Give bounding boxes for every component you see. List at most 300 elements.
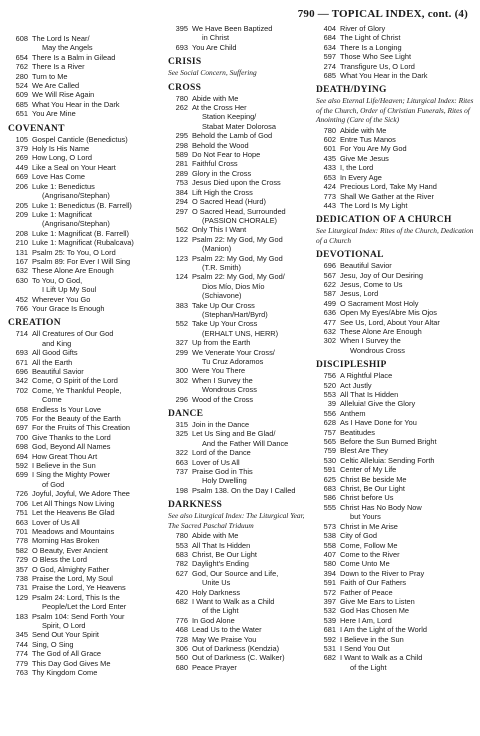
hymn-number: 681 [323,625,336,635]
hymn-title [32,508,156,517]
hymn-title-text: Christ, Be Our Light [192,549,257,559]
hymn-number: 589 [175,150,188,160]
hymn-number: 433 [323,163,336,173]
hymn-title-text: Christ in Me Arise [340,521,398,531]
hymn-number: 663 [15,517,28,527]
index-column-1 [8,34,156,681]
index-column-3 [316,24,474,676]
hymn-title-text: Shall We Gather at the River [340,191,434,201]
hymn-title [192,291,316,300]
hymn-number: 449 [15,162,28,172]
hymn-title-text: Thy Kingdom Come [32,668,98,677]
hymn-number: 345 [15,630,28,640]
hymn-title-text: Come, Follow Me [340,540,398,550]
hymn-title-text: Psalm 22: My God, My God/ [192,272,285,282]
index-entry [316,559,474,568]
index-entry [168,178,316,187]
hymn-title [192,653,316,662]
hymn-title-text: Luke 1: Magnificat (B. Farrell) [32,228,129,238]
index-entry [168,235,316,254]
index-entry [316,154,474,163]
hymn-number: 776 [175,615,188,625]
index-entry [168,122,316,131]
hymn-title [340,289,474,298]
hymn-title-text: Take Up Your Cross [192,319,258,329]
hymn-title [192,550,316,559]
index-section [316,359,474,672]
hymn-number: 395 [175,24,188,33]
hymn-title [32,201,156,210]
hymn-title [192,458,316,467]
hymn-title-text: The Lord Is Near/ [32,34,90,43]
hymn-title-text: Lover of Us All [192,457,240,467]
hymn-number: 357 [15,564,28,574]
hymn-title [340,616,474,625]
hymn-title-continued: (Angrisano/Stephan) [42,191,110,201]
hymn-title [32,358,156,367]
index-entry [8,257,156,266]
hymn-title [340,456,474,465]
hymn-title [32,34,156,53]
hymn-title [32,461,156,470]
hymn-number: 632 [15,266,28,276]
index-entry [8,135,156,144]
index-entry [8,248,156,257]
section-title: DEVOTIONAL [316,250,384,261]
index-entry [316,289,474,298]
hymn-number: 700 [15,432,28,442]
hymn-title [192,420,316,429]
hymn-title [32,612,156,631]
hymn-title-text: Up from the Earth [192,338,251,348]
hymn-title [192,429,316,448]
hymn-title [32,583,156,592]
hymn-title [32,499,156,508]
hymn-title-text: Like a Seal on Your Heart [32,162,116,172]
hymn-title-text: Jesus, Lord [340,289,379,299]
hymn-title-continued: People/Let the Lord Enter [42,602,127,612]
index-entry [168,467,316,486]
hymn-number: 379 [15,144,28,154]
index-entry [168,569,316,588]
index-entry [8,489,156,498]
hymn-number: 683 [175,549,188,559]
hymn-title-text: In Every Age [340,172,382,182]
hymn-number: 587 [323,289,336,299]
hymn-title-text: O Bless the Lord [32,555,88,565]
hymn-title-text: See Us, Lord, About Your Altar [340,317,440,327]
hymn-title-text: Act Justly [340,380,372,390]
hymn-title [340,531,474,540]
index-section [8,317,156,677]
hymn-number: 452 [15,294,28,304]
hymn-title-text: There Is a Balm in Gilead [32,52,116,62]
hymn-title-text: Psalm 24: Lord, This Is the [32,592,120,602]
hymn-title [32,81,156,90]
hymn-title [192,24,316,43]
hymn-title-text: I Want to Walk as a Child [340,653,423,663]
index-entry [8,452,156,461]
hymn-title-continued: Holy Dwelling [202,476,247,486]
hymn-title [32,182,156,201]
hymn-title [192,597,316,616]
index-entry [316,327,474,336]
index-entry [316,503,474,522]
hymn-number: 555 [323,502,336,512]
index-entry [168,348,316,367]
index-entry [316,465,474,474]
hymn-title-text: Luke 1: Magnificat (Rubalcava) [32,238,134,248]
hymn-title-continued: Spirit, O Lord [42,620,86,630]
hymn-title [32,144,156,153]
hymn-title-text: Behold the Lamb of God [192,131,273,141]
hymn-number: 296 [175,394,188,404]
index-entry [316,336,474,355]
hymn-number: 685 [323,71,336,81]
hymn-number: 580 [323,559,336,569]
hymn-title-text: How Long, O Lord [32,153,92,163]
hymn-number: 183 [15,611,28,621]
hymn-title-continued: and King [42,338,72,348]
hymn-title [340,371,474,380]
hymn-title-text: Precious Lord, Take My Hand [340,182,437,192]
index-entry [8,172,156,181]
hymn-title [32,153,156,162]
hymn-number: 780 [323,125,336,135]
hymn-number: 524 [15,81,28,91]
hymn-title [340,33,474,42]
hymn-number: 269 [15,153,28,163]
hymn-number: 553 [175,540,188,550]
hymn-title [340,606,474,615]
hymn-number: 131 [15,247,28,257]
hymn-title-text: Join in the Dance [192,420,250,430]
hymn-title [32,555,156,564]
index-entry [316,597,474,606]
see-also-note: See also Liturgical Index: The Liturgical Year, The Sacred Paschal Triduum [168,511,305,530]
hymn-title [192,235,316,254]
hymn-title-text: All Creatures of Our God [32,329,114,339]
hymn-title [192,103,316,122]
hymn-title-text: Luke 1: Benedictus (B. Farrell) [32,200,132,210]
index-entry [8,630,156,639]
index-entry [316,522,474,531]
hymn-title-text: Come, Ye Thankful People, [32,385,122,395]
index-entry [8,72,156,81]
index-entry [316,635,474,644]
hymn-title [32,238,156,247]
hymn-number: 558 [323,540,336,550]
section-title: DEDICATION OF A CHURCH [316,215,452,226]
index-entry [316,52,474,61]
index-entry [316,33,474,42]
hymn-number: 780 [175,531,188,541]
hymn-title-text: Wood of the Cross [192,394,254,404]
hymn-title [340,484,474,493]
index-entry [316,588,474,597]
hymn-number: 766 [15,303,28,313]
hymn-title-text: Endless Is Your Love [32,404,102,414]
hymn-title-text: River of Glory [340,24,386,33]
section-title: COVENANT [8,123,65,134]
hymn-title-continued: of God [42,479,65,489]
hymn-title-text: For the Beauty of the Earth [32,414,121,424]
hymn-title-text: Holy Is His Name [32,144,90,154]
hymn-number: 625 [323,474,336,484]
hymn-title-text: Let the Heavens Be Glad [32,508,115,518]
hymn-title-continued: (ERHALT UNS, HERR) [202,328,279,338]
index-entry [8,210,156,229]
hymn-number: 560 [175,653,188,663]
index-entry [168,43,316,52]
hymn-title-text: At the Cross Her [192,103,247,113]
hymn-title [340,280,474,289]
hymn-title-text: Open My Eyes/Abre Mis Ojos [340,308,437,318]
index-section [316,249,474,355]
hymn-title-text: All That Is Hidden [340,390,399,399]
hymn-title-text: Abide with Me [192,93,239,103]
hymn-title-text: Meadows and Mountains [32,526,115,536]
index-entry [168,429,316,448]
hymn-title [192,531,316,540]
hymn-title [340,597,474,606]
hymn-title [340,43,474,52]
hymn-title [340,327,474,336]
index-entry [316,484,474,493]
hymn-title-text: Christ, Be Our Light [340,484,405,494]
hymn-title-text: Take Up Our Cross [192,300,255,310]
hymn-title-text: Down to the River to Pray [340,568,425,578]
hymn-title-text: Do Not Fear to Hope [192,150,261,160]
hymn-number: 683 [323,484,336,494]
hymn-title [32,518,156,527]
hymn-number: 129 [15,592,28,602]
hymn-number: 297 [175,206,188,216]
index-entry [316,201,474,210]
hymn-title-text: We Venerate Your Cross/ [192,347,275,357]
index-column-2 [168,24,316,676]
hymn-title-text: What You Hear in the Dark [340,71,428,81]
hymn-title [340,144,474,153]
hymn-title-text: All the Earth [32,357,73,367]
hymn-number: 602 [323,135,336,145]
hymn-title-continued: May the Angels [42,43,93,53]
hymn-title-text: City of God [340,531,377,541]
index-entry [316,271,474,280]
hymn-number: 315 [175,420,188,430]
hymn-title-text: For You Are My God [340,144,407,154]
section-title: CREATION [8,318,61,329]
hymn-title-text: O Sacred Head (Hurd) [192,197,266,207]
index-entry [168,94,316,103]
hymn-number: 562 [175,225,188,235]
index-entry [168,597,316,616]
hymn-title-text: Lift High the Cross [192,187,253,197]
hymn-number: 210 [15,238,28,248]
hymn-number: 530 [323,455,336,465]
hymn-number: 208 [15,228,28,238]
hymn-title [192,94,316,103]
hymn-number: 384 [175,187,188,197]
hymn-number: 274 [323,61,336,71]
hymn-title [340,192,474,201]
index-entry [8,405,156,414]
hymn-title-continued: (Manion) [202,244,232,254]
index-entry [168,272,316,291]
index-entry [316,625,474,634]
hymn-title [32,452,156,461]
index-entry [8,461,156,470]
index-entry [168,338,316,347]
hymn-title-text: Psalm 89: For Ever I Will Sing [32,256,131,266]
index-entry [8,518,156,527]
hymn-number: 627 [175,568,188,578]
hymn-number: 682 [175,596,188,606]
hymn-number: 573 [323,521,336,531]
see-also-note: See also Eternal Life/Heaven; Liturgical Index: Rites of the Church, Order of Christian Funerals, Rites of Anointing (Care of the Sick) [316,96,474,125]
hymn-title-text: Come Unto Me [340,559,390,569]
hymn-title-text: Praise the Lord, My Soul [32,573,113,583]
index-entry [316,446,474,455]
hymn-title-text: Father of Peace [340,587,393,597]
hymn-title [32,62,156,71]
index-entry [8,144,156,153]
index-entry [316,456,474,465]
hymn-title-text: Psalm 22: My God, My God [192,234,283,244]
index-entry [8,386,156,405]
index-entry [168,635,316,644]
hymn-number: 205 [15,200,28,210]
hymn-title [340,503,474,522]
hymn-number: 658 [15,404,28,414]
index-entry [8,442,156,451]
index-entry [168,197,316,206]
section-title: DARKNESS [168,500,223,511]
hymn-title [340,522,474,531]
hymn-title [32,100,156,109]
hymn-title [32,405,156,414]
hymn-title [340,559,474,568]
hymn-number: 609 [15,90,28,100]
hymn-title [340,318,474,327]
index-entry [316,182,474,191]
index-entry [168,150,316,159]
hymn-number: 477 [323,317,336,327]
hymn-number: 591 [323,578,336,588]
hymn-title-text: Let All Things Now Living [32,498,115,508]
index-entry [8,109,156,118]
hymn-title-continued: Dios Mío, Dios Mío [202,281,265,291]
hymn-title-continued: Unite Us [202,578,231,588]
hymn-number: 532 [323,606,336,616]
index-entry [316,192,474,201]
hymn-title-text: Come to the River [340,549,400,559]
index-section [316,84,474,210]
hymn-title [340,625,474,634]
index-entry [168,559,316,568]
hymn-title-text: For the Fruits of This Creation [32,423,131,433]
hymn-title-text: God, Our Source and Life, [192,568,279,578]
hymn-number: 669 [15,172,28,182]
hymn-title-text: Abide with Me [192,531,239,541]
hymn-title [340,182,474,191]
hymn-title-text: Holy Darkness [192,587,241,597]
hymn-number: 636 [323,308,336,318]
index-entry [8,527,156,536]
hymn-title-text: I Send You Out [340,643,390,653]
hymn-title [192,122,316,131]
hymn-title [32,266,156,275]
hymn-title-text: Turn to Me [32,71,68,81]
hymn-title [32,423,156,432]
index-entry [8,423,156,432]
index-entry [168,291,316,300]
index-entry [8,229,156,238]
hymn-number: 122 [175,234,188,244]
hymn-number: 728 [175,634,188,644]
hymn-number: 123 [175,253,188,263]
index-entry [8,163,156,172]
hymn-title [32,565,156,574]
hymn-title [32,172,156,181]
hymn-title-continued: (Schiavone) [202,291,242,301]
section-title: CROSS [168,82,202,93]
hymn-title [340,475,474,484]
hymn-title [192,541,316,550]
hymn-number: 262 [175,103,188,113]
hymn-title [192,366,316,375]
index-section [168,82,316,404]
hymn-number: 520 [323,380,336,390]
hymn-title-text: Jesus Died upon the Cross [192,178,281,188]
hymn-title-text: A Rightful Place [340,371,393,381]
hymn-number: 435 [323,153,336,163]
index-entry [316,261,474,270]
hymn-title [340,308,474,317]
hymn-number: 696 [323,261,336,271]
index-entry [168,663,316,672]
index-entry [8,153,156,162]
hymn-title [340,541,474,550]
hymn-number: 209 [15,209,28,219]
index-entry [168,395,316,404]
hymn-title-continued: And the Father Will Dance [202,438,289,448]
hymn-number: 622 [323,279,336,289]
index-entry [316,409,474,418]
hymn-title-continued: but Yours [350,512,381,522]
hymn-title-text: Send Out Your Spirit [32,630,99,640]
hymn-title [192,254,316,273]
hymn-title-text: All Good Gifts [32,348,78,358]
hymn-title-continued: of the Light [350,662,387,672]
index-entry [316,569,474,578]
hymn-number: 592 [15,461,28,471]
hymn-title-text: I, the Lord [340,163,374,173]
hymn-title [340,261,474,270]
hymn-number: 634 [323,42,336,52]
hymn-number: 499 [323,298,336,308]
see-also-note: See Liturgical Index: Rites of the Church, Dedication of a Church [316,226,474,245]
hymn-title-text: Let Us Sing and Be Glad/ [192,429,276,439]
hymn-title-continued: (PASSION CHORALE) [202,215,278,225]
hymn-title [192,338,316,347]
hymn-title-continued: Wondrous Cross [202,385,257,395]
hymn-title [192,376,316,395]
hymn-title [340,428,474,437]
index-entry [316,144,474,153]
hymn-title-text: Christ Be beside Me [340,474,407,484]
hymn-title [32,414,156,423]
